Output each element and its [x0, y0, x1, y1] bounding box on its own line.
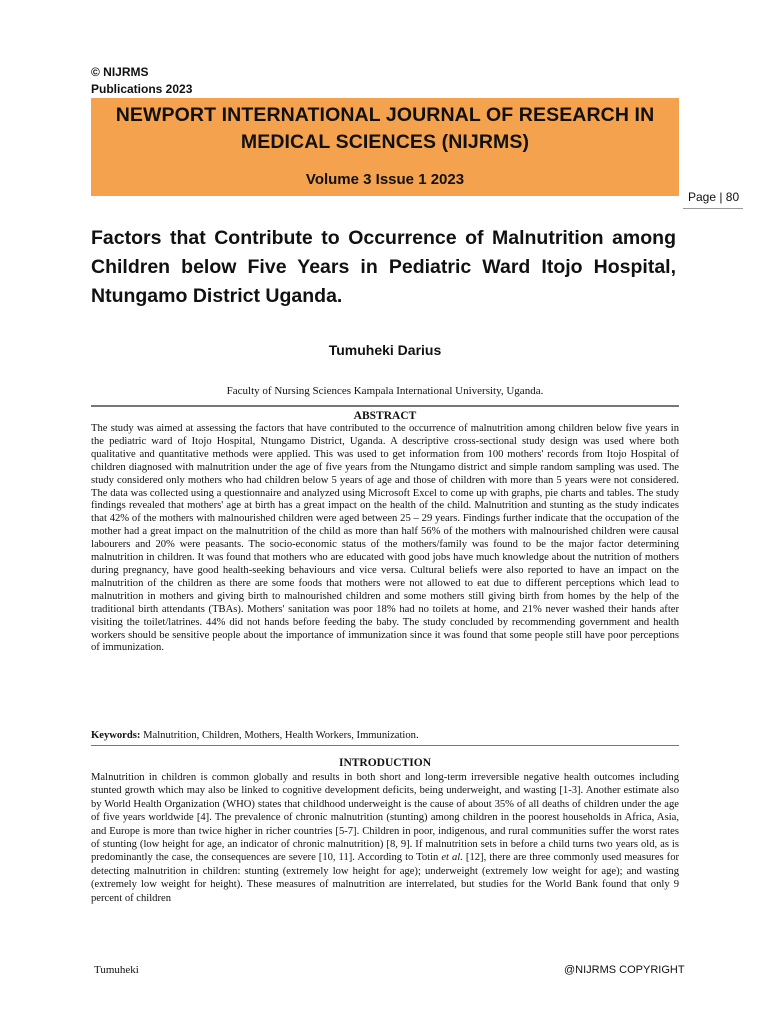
footer-copyright: @NIJRMS COPYRIGHT: [564, 964, 685, 976]
keywords-label: Keywords:: [91, 730, 141, 741]
author-name: Tumuheki Darius: [328, 342, 442, 358]
author-affiliation: Faculty of Nursing Sciences Kampala International University, Uganda.: [226, 385, 544, 397]
publications-line: Publications 2023: [91, 82, 193, 96]
paper-title: Factors that Contribute to Occurrence of Malnutrition among Children below Five Years in Pediatric Ward Itojo Hospital, Ntungamo District Uganda.: [91, 227, 676, 307]
abstract-heading: ABSTRACT: [353, 410, 417, 422]
abstract-top-rule: [91, 405, 679, 407]
publisher-info: [91, 64, 192, 98]
volume-issue: Volume 3 Issue 1 2023: [305, 171, 465, 188]
introduction-heading: INTRODUCTION: [338, 757, 431, 769]
journal-title: NEWPORT INTERNATIONAL JOURNAL OF RESEARCH IN MEDICAL SCIENCES (NIJRMS): [115, 104, 655, 153]
footer-author: Tumuheki: [94, 964, 139, 976]
keywords-line: [91, 729, 679, 742]
intro-text-part2: [12], there are three commonly used measures for detecting malnutrition in children: stunting (extremely low height for age); underweight (extremely low weight for age); and wasting (extremely low weight for height). These measures of malnutrition are interrelated, but studies for the World Bank found that only 9 percent of children: [91, 852, 680, 904]
abstract-bottom-rule: [91, 745, 679, 746]
introduction-text: [91, 771, 679, 905]
journal-banner: [91, 98, 679, 196]
abstract-text: The study was aimed at assessing the factors that have contributed to the occurrence of malnutrition among children below five years in the pediatric ward of Itojo Hospital, Ntungamo District, Uganda. A descriptive cross-sectional study design was used where both qualitative and quantitative methods were applied. This was used to get information from 100 mothers' records from Itojo Hospital of children diagnosed with malnutrition under the age of five years from the Ntungamo district and simple random sampling was used. The study considered only mothers who had children below 5 years of age and those of children with more than 5 years were not considered. The data was collected using a questionnaire and analyzed using Microsoft Excel to come up with graphs, pie charts and tables. The study findings revealed that mothers' age at birth has a great impact on the health of the child. Malnutrition and stunting as the study indicates that 42% of the mothers with malnourished children were aged between 25 – 29 years. Findings further indicate that the occupation of the mother had a great impact on the malnutrition of the child as more than half 56% of the mothers with malnourished children were causal labourers and 20% were peasants. The socio-economic status of the mothers/family was found to be the major factor determining malnutrition in children. It was found that mothers who are educated with good jobs have much knowledge about the nutrition of mothers during pregnancy, have good health-seeking behaviours and vice versa. Cultural beliefs were also reported to have an impact on the malnutrition of the children as there are some foods that mothers were not allowed to eat due to different perceptions which lead to malnutrition in mothers and giving birth to malnourished children and some mothers still giving birth from homes by the help of the traditional birth attendants (TBAs). Mothers' sanitation was poor 18% had no toilets at home, and 21% never washed their hands after visiting the toilet/latrines. 44% did not hands before feeding the baby. The study concluded by recommending government and health workers should be sensitive people about the importance of immunization since it was found that some people still have poor perceptions of immunization.: [91, 423, 679, 654]
intro-text-part1: Malnutrition in children is common globally and results in both short and long-term irreversible negative health outcomes including stunted growth which may also be linked to cognitive development deficits, being underweight, and wasting [1-3]. Another estimate also by World Health Organization (WHO) states that childhood underweight is the cause of about 35% of all deaths of children under the age of five years worldwide [4]. The prevalence of chronic malnutrition (stunting) among children in the poorest households in Africa, Asia, and Europe is more than twice higher in richer countries [5-7]. Children in poor, indigenous, and rural communities suffer the worst rates of stunting (low height for age, an indicator of chronic malnutrition) [8, 9]. If malnutrition sets in before a child turns two years old, as is predominantly the case, the consequences are severe [10, 11]. According to Totin: [91, 772, 679, 864]
page-number-rule: [683, 208, 743, 209]
page-number: Page | 80: [688, 190, 740, 204]
copyright-line: © NIJRMS: [91, 65, 149, 79]
keywords-list: Malnutrition, Children, Mothers, Health Workers, Immunization.: [143, 730, 419, 741]
intro-etal: et al.: [441, 852, 463, 864]
